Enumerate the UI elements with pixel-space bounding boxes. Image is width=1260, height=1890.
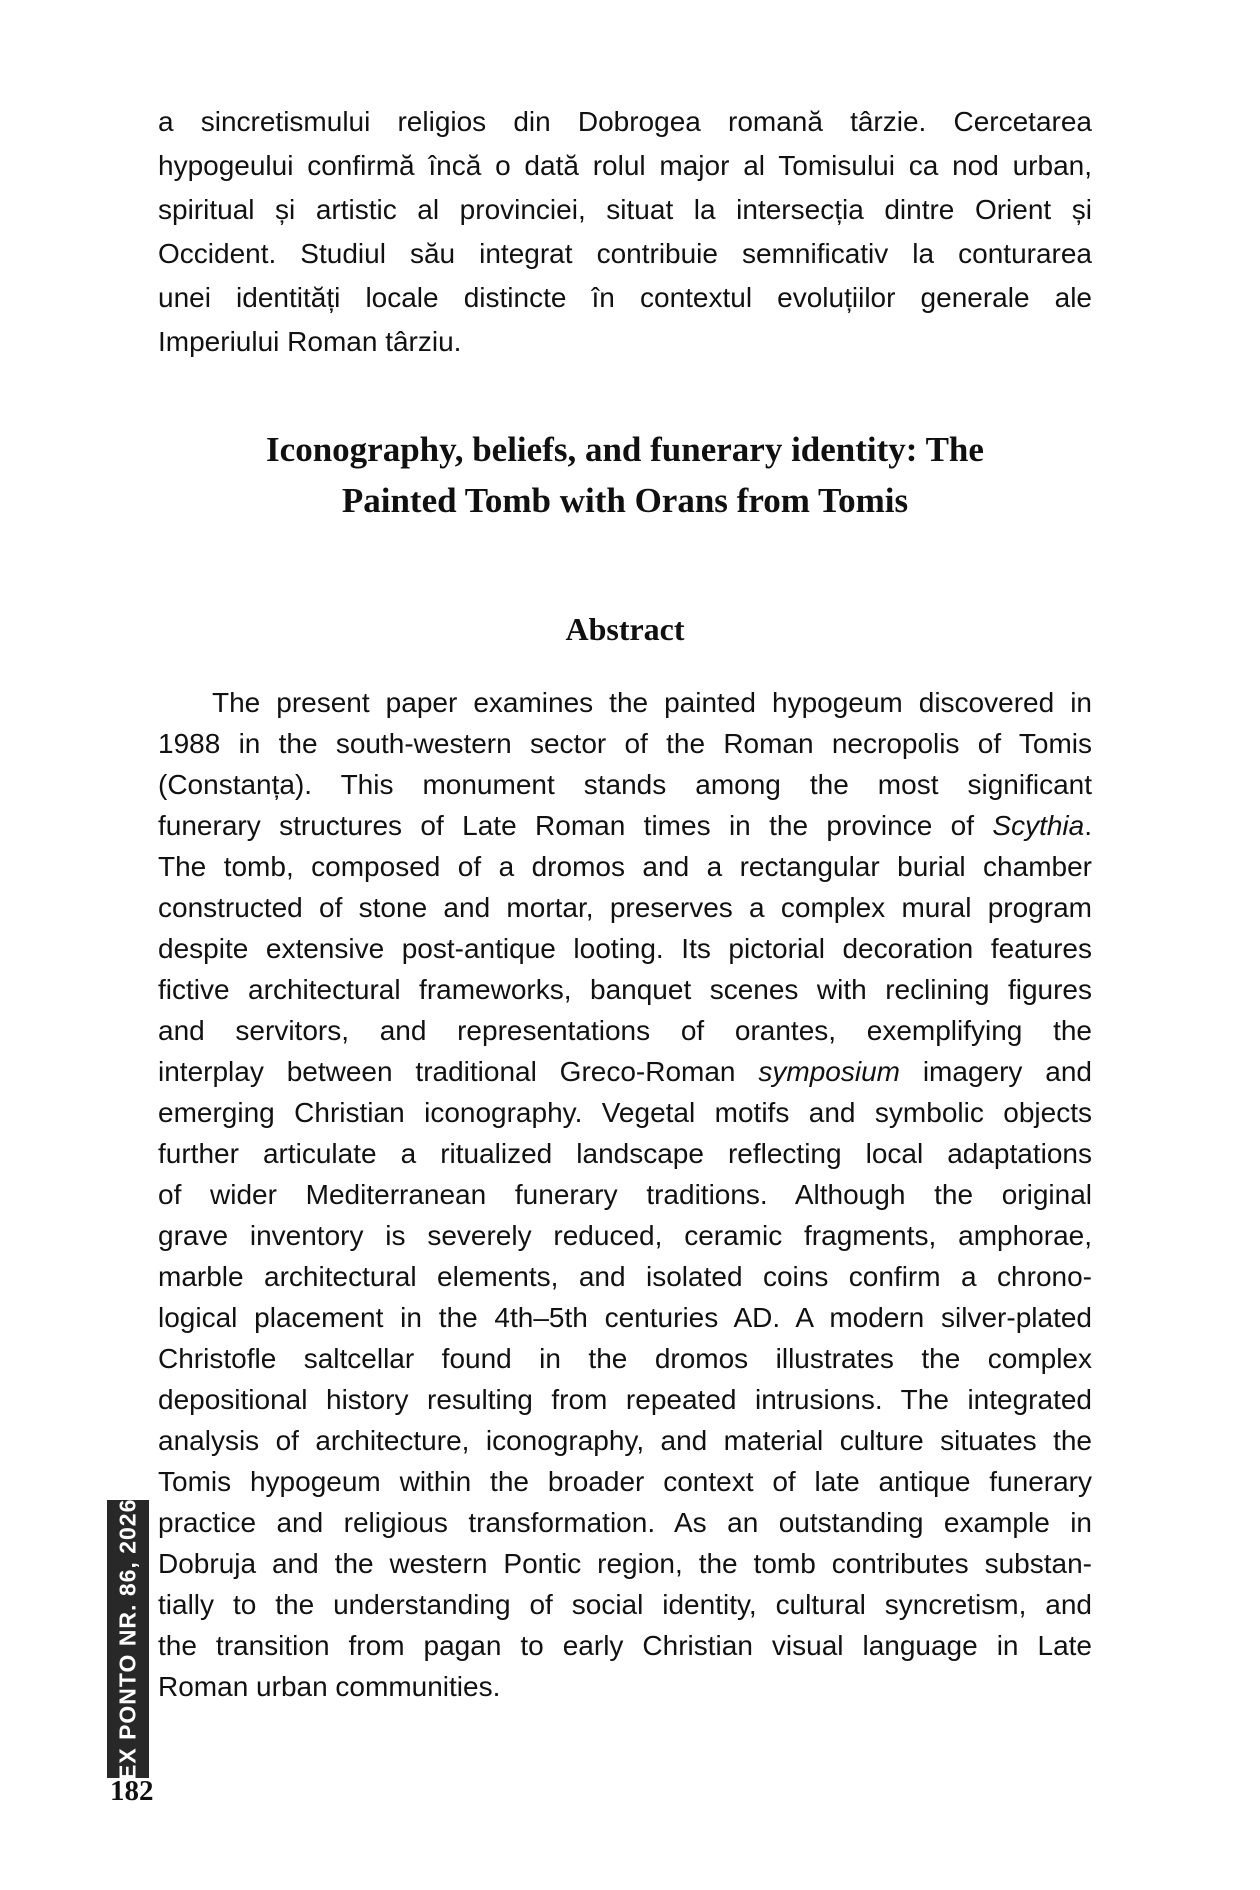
abstract-paragraph bbox=[158, 682, 1092, 1707]
text-line: Christofle saltcellar found in the dromos illustrates the complex bbox=[158, 1343, 1092, 1374]
intro-paragraph bbox=[158, 100, 1092, 364]
text-line: of wider Mediterranean funerary traditions. Although the original bbox=[158, 1179, 1092, 1210]
text-line: grave inventory is severely reduced, ceramic fragments, amphorae, bbox=[158, 1220, 1092, 1251]
text-line: a sincretismului religios din Dobrogea romană târzie. Cercetarea bbox=[158, 106, 1092, 137]
text-line: interplay between traditional Greco-Roman symposium imagery and bbox=[158, 1056, 1092, 1087]
text-line: and servitors, and representations of orantes, exemplifying the bbox=[158, 1015, 1092, 1046]
page-number: 182 bbox=[110, 1775, 154, 1807]
text-line: Tomis hypogeum within the broader context of late antique funerary bbox=[158, 1466, 1092, 1497]
text-line: logical placement in the 4th–5th centuries AD. A modern silver-plated bbox=[158, 1302, 1092, 1333]
text-line: hypogeului confirmă încă o dată rolul major al Tomisului ca nod urban, bbox=[158, 150, 1092, 181]
text-line: despite extensive post-antique looting. Its pictorial decoration features bbox=[158, 933, 1092, 964]
article-title-line1: Iconography, beliefs, and funerary identity: The bbox=[266, 430, 984, 469]
text-line: Imperiului Roman târziu. bbox=[158, 326, 462, 357]
text-line: Dobruja and the western Pontic region, the tomb contributes substan- bbox=[158, 1548, 1092, 1579]
text-line: tially to the understanding of social identity, cultural syncretism, and bbox=[158, 1589, 1092, 1620]
text-line: further articulate a ritualized landscape reflecting local adaptations bbox=[158, 1138, 1092, 1169]
text-line: 1988 in the south-western sector of the Roman necropolis of Tomis bbox=[158, 728, 1092, 759]
article-title bbox=[158, 424, 1092, 526]
text-line: practice and religious transformation. As an outstanding example in bbox=[158, 1507, 1092, 1538]
text-line: funerary structures of Late Roman times in the province of Scythia. bbox=[158, 810, 1092, 841]
text-line: emerging Christian iconography. Vegetal motifs and symbolic objects bbox=[158, 1097, 1092, 1128]
text-line: spiritual și artistic al provinciei, situat la intersecția dintre Orient și bbox=[158, 194, 1092, 225]
text-line: marble architectural elements, and isolated coins confirm a chrono- bbox=[158, 1261, 1092, 1292]
text-line: The present paper examines the painted hypogeum discovered in bbox=[212, 687, 1092, 718]
text-line: depositional history resulting from repeated intrusions. The integrated bbox=[158, 1384, 1092, 1415]
text-line: analysis of architecture, iconography, and material culture situates the bbox=[158, 1425, 1092, 1456]
text-line: the transition from pagan to early Christian visual language in Late bbox=[158, 1630, 1092, 1661]
text-line: unei identități locale distincte în contextul evoluțiilor generale ale bbox=[158, 282, 1092, 313]
text-line: constructed of stone and mortar, preserves a complex mural program bbox=[158, 892, 1092, 923]
journal-spine-text: EX PONTO NR. 86, 2026 bbox=[114, 1498, 141, 1780]
text-line: (Constanța). This monument stands among the most significant bbox=[158, 769, 1092, 800]
text-line: Roman urban communities. bbox=[158, 1671, 501, 1702]
text-line: fictive architectural frameworks, banquet scenes with reclining figures bbox=[158, 974, 1092, 1005]
text-line: Occident. Studiul său integrat contribuie semnificativ la conturarea bbox=[158, 238, 1092, 269]
text-line: The tomb, composed of a dromos and a rectangular burial chamber bbox=[158, 851, 1092, 882]
article-title-line2: Painted Tomb with Orans from Tomis bbox=[341, 481, 909, 520]
abstract-heading: Abstract bbox=[565, 611, 685, 647]
journal-spine-label bbox=[107, 1500, 149, 1778]
